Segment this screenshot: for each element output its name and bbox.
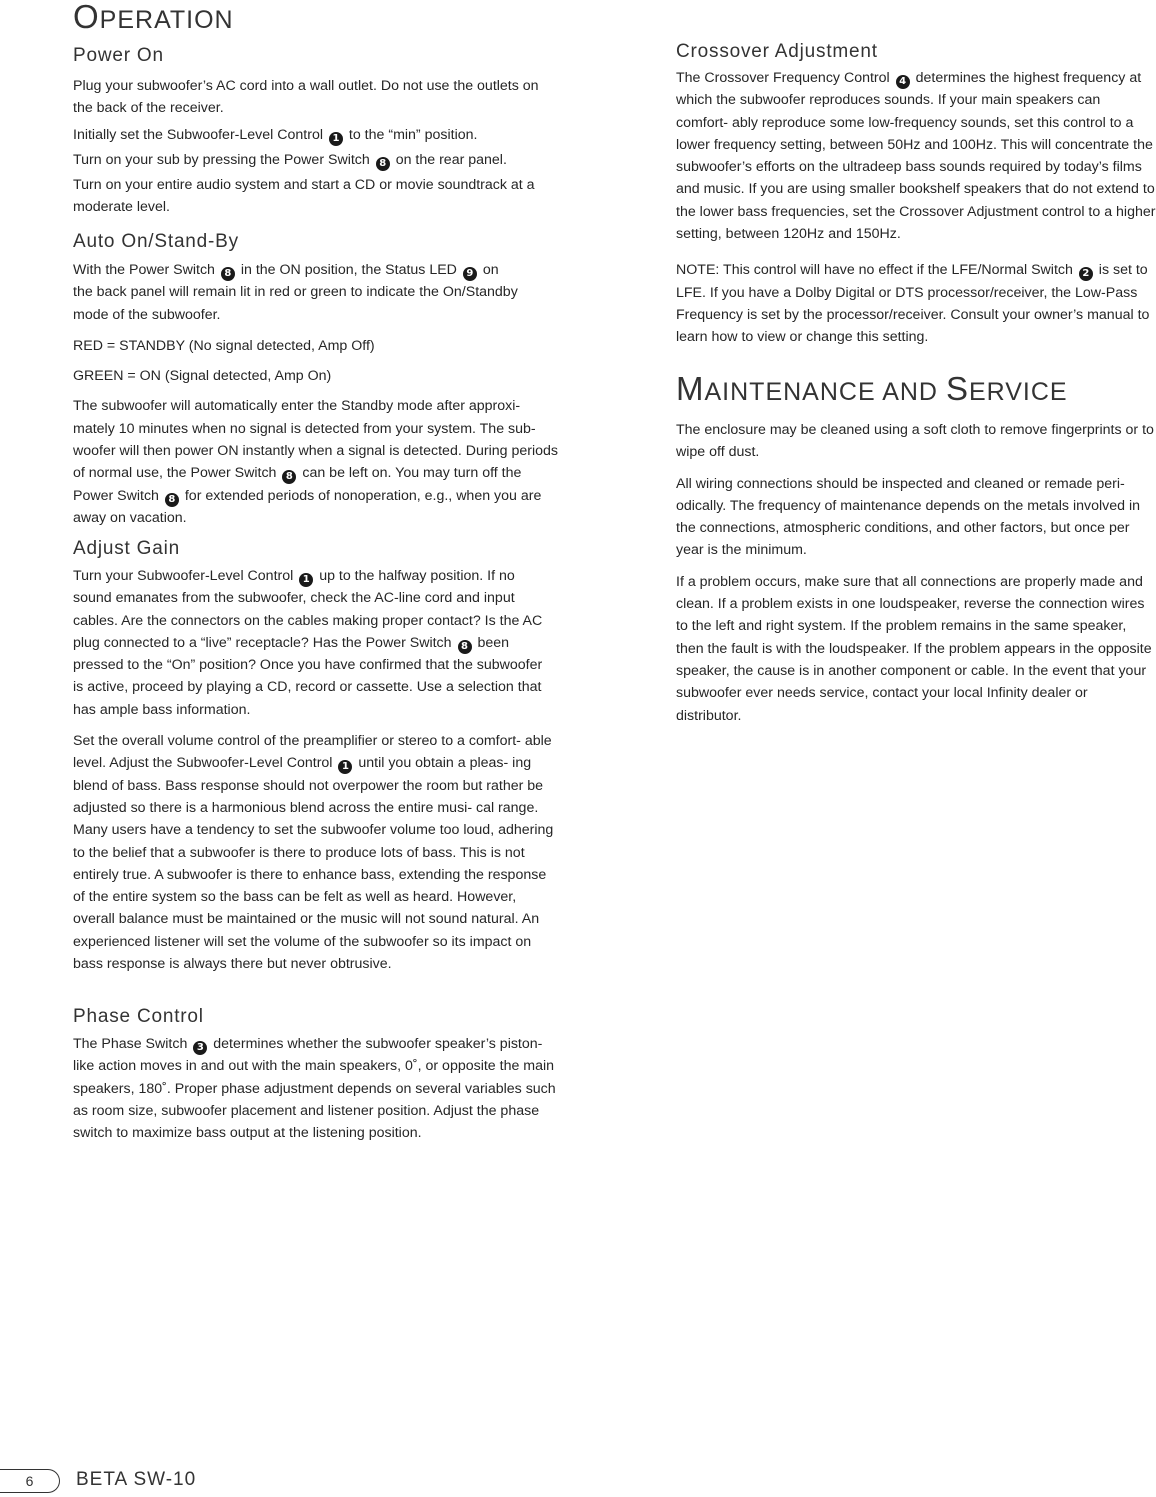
status-red-line: RED = STANDBY (No signal detected, Amp Off) (73, 337, 375, 354)
auto-on-section (73, 230, 560, 529)
page-footer (0, 1466, 300, 1496)
power-on-paragraph-2 (73, 124, 560, 146)
text-run: until you obtain a pleas- ing blend of bass. Bass response should not overpower the room but rather be adjusted so there is a harmonious blend across the entire musi- cal range. Many users have a tendency to set the subwoofer volume too loud, adhering to the belief that a subwoofer is there to produce lots of bass. This is not entirely true. A subwoofer is there to enhance bass, extending the response of the entire system so the bass can be felt as well as heard. However, overall balance must be maintained or the music will not sound natural. An experienced listener will set the volume of the subwoofer so its impact on bass response is always there but never obtrusive. (73, 755, 554, 973)
status-green-line: GREEN = ON (Signal detected, Amp On) (73, 368, 332, 385)
text-run: Initially set the Subwoofer-Level Control (73, 126, 323, 143)
text-run: been pressed to the “On” position? Once you have confirmed that the subwoofer is active, proceed by playing a CD, record or cassette. Use a selection that has ample bass information. (73, 634, 543, 718)
text-run: on the rear panel. (395, 151, 507, 168)
model-name: BETA SW-10 (76, 1469, 197, 1490)
title-cap: S (945, 370, 969, 407)
crossover-note (676, 259, 1156, 348)
text-run: in the ON position, the Status LED (240, 262, 457, 278)
crossover-paragraph (676, 67, 1156, 245)
callout-8-icon: 8 (282, 470, 296, 484)
adjust-gain-paragraph-2 (73, 730, 560, 975)
page-title (73, 0, 234, 37)
callout-1-icon: 1 (329, 132, 343, 146)
title-cap: M (676, 370, 705, 407)
callout-8-icon: 8 (221, 267, 235, 281)
text-run: The Crossover Frequency Control (676, 70, 890, 86)
callout-4-icon: 4 (896, 75, 910, 89)
page-title-rest: PERATION (99, 6, 234, 34)
phase-control-section (73, 1005, 560, 1144)
text-run: is set to LFE. If you have a Dolby Digital or DTS processor/receiver, the Low-Pass Frequency is set by the processor/receiver. Consult your owner’s manual to learn how to view or change this setting. (676, 262, 1150, 346)
text-run: to the “min” position. (348, 126, 478, 143)
maintenance-paragraph-3: If a problem occurs, make sure that all connections are properly made and clean. If a problem exists in one loudspeaker, reverse the connection wires to the left and right system. If the problem remains in the same speaker, then the fault is with the loudspeaker. If the problem appears in the opposite speaker, the cause is in another component or cable. In the event that your subwoofer ever needs service, contact your local Infinity dealer or distributor. (676, 573, 1152, 724)
text-run: Turn your Subwoofer-Level Control (73, 568, 294, 584)
text-run: for extended periods of nonoperation, e.g., when you are away on vacation. (73, 487, 542, 526)
text-run: With the Power Switch (73, 262, 215, 278)
callout-1-icon: 1 (299, 573, 313, 587)
maintenance-paragraph-1: The enclosure may be cleaned using a soft cloth to remove fingerprints or to wipe off dust. (676, 422, 1154, 461)
phase-control-paragraph (73, 1033, 560, 1144)
power-on-paragraph-3 (73, 149, 560, 171)
power-on-section (73, 44, 560, 219)
maintenance-paragraph-2: All wiring connections should be inspected and cleaned or remade peri- odically. The frequency of maintenance depends on the metals involved in the connections, atmospheric conditions, and other factors, but once per year is the minimum. (676, 475, 1141, 559)
phase-control-heading: Phase Control (73, 1006, 204, 1027)
callout-8-icon: 8 (376, 157, 390, 171)
text-run: Set the overall volume control of the preamplifier or stereo to a comfort- able level. Adjust the Subwoofer-Level Control (73, 733, 552, 772)
maintenance-section (676, 372, 1156, 727)
text-run: determines whether the subwoofer speaker’s piston- like action moves in and out with the main speakers, 0˚, or opposite the main speakers, 180˚. Proper phase adjustment depends on several variables such as room size, subwoofer placement and listener position. Adjust the phase switch to maximize bass output at the listening position. (73, 1036, 556, 1142)
text-run: NOTE: This control will have no effect if the LFE/Normal Switch (676, 262, 1073, 279)
crossover-section (676, 40, 1156, 349)
callout-9-icon: 9 (463, 267, 477, 281)
title-rest: AINTENANCE AND (704, 378, 946, 406)
maintenance-title (676, 372, 1156, 409)
auto-on-paragraph-2 (73, 395, 560, 529)
page-title-cap: O (73, 0, 100, 35)
power-on-paragraph-1: Plug your subwoofer’s AC cord into a wall outlet. Do not use the outlets on the back of the receiver. (73, 78, 539, 117)
callout-1-icon: 1 (338, 760, 352, 774)
adjust-gain-paragraph-1 (73, 565, 543, 721)
text-run: Turn on your sub by pressing the Power Switch (73, 151, 370, 168)
callout-2-icon: 2 (1079, 267, 1093, 281)
text-run: can be left on. You may turn off the Power Switch (73, 465, 522, 504)
text-run: up to the halfway position. If no sound emanates from the subwoofer, check the AC-line cord and input cables. Are the connectors on the cables making proper contact? Is the AC plug connected to a “live” receptacle? Has the Power Switch (73, 568, 543, 651)
adjust-gain-heading: Adjust Gain (73, 538, 181, 559)
callout-8-icon: 8 (165, 493, 179, 507)
power-on-paragraph-4: Turn on your entire audio system and start a CD or movie soundtrack at a moderate level. (73, 177, 535, 216)
text-run: The subwoofer will automatically enter the Standby mode after approxi- mately 10 minutes when no signal is detected from your system. The sub- woofer will then power ON instantly when a signal is detected. During periods of normal use, the Power Switch (73, 398, 558, 482)
title-rest: ERVICE (968, 378, 1068, 406)
text-run: on the back panel will remain lit in red or green to indicate the On/Standby mode of the subwoofer. (73, 262, 518, 323)
auto-on-paragraph-1 (73, 259, 518, 326)
text-run: determines the highest frequency at which the subwoofer reproduces sounds. If your main speakers can comfort- ably reproduce some low-frequency sounds, set this control to a lower frequency setting, between 50Hz and 100Hz. This will concentrate the subwoofer’s efforts on the ultradeep bass sounds required by today’s films and music. If you are using smaller bookshelf speakers that do not extend to the lower bass frequencies, set the Crossover Adjustment control to a higher setting, between 120Hz and 150Hz. (676, 70, 1156, 243)
power-on-heading: Power On (73, 45, 164, 66)
auto-on-heading: Auto On/Stand-By (73, 231, 239, 252)
adjust-gain-section (73, 537, 560, 975)
callout-8-icon: 8 (458, 640, 472, 654)
callout-3-icon: 3 (193, 1041, 207, 1055)
text-run: The Phase Switch (73, 1036, 188, 1052)
crossover-heading: Crossover Adjustment (676, 41, 878, 62)
page-number: 6 (0, 1469, 60, 1493)
